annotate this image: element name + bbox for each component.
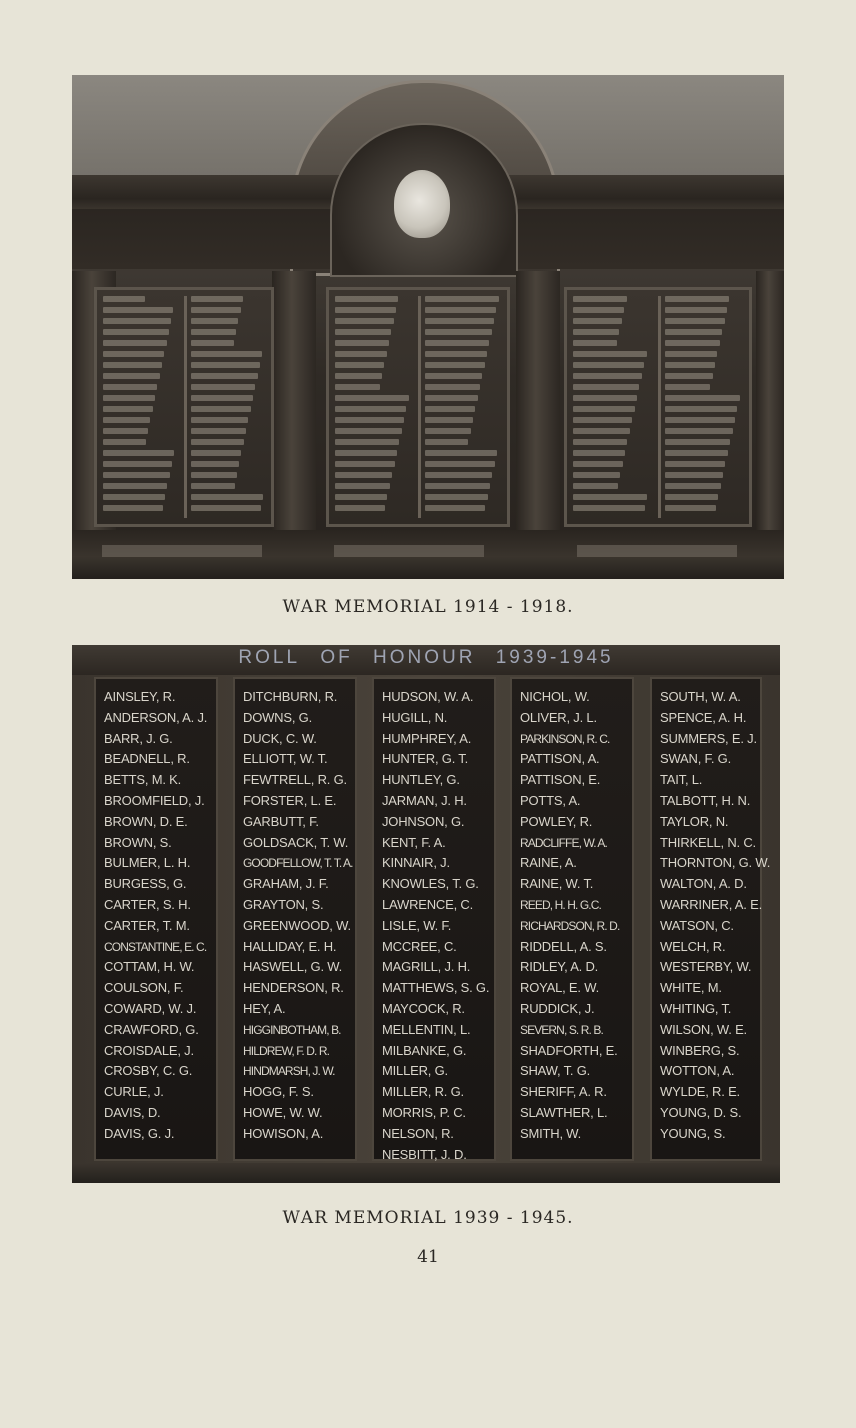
roll-name: FORSTER, L. E. <box>243 792 337 808</box>
roll-name: ANDERSON, A. J. <box>104 709 208 725</box>
roll-name: YOUNG, S. <box>660 1125 726 1141</box>
engraved-name-line <box>665 439 730 445</box>
engraved-name-line <box>573 351 647 357</box>
engraved-name-line <box>665 307 727 313</box>
engraved-name-line <box>573 373 642 379</box>
engraved-name-line <box>191 417 248 423</box>
engraved-name-line <box>425 461 495 467</box>
roll-name: NELSON, R. <box>382 1125 454 1141</box>
roll-name: CRAWFORD, G. <box>104 1021 199 1037</box>
engraved-name-line <box>103 384 157 390</box>
engraved-name-line <box>665 494 718 500</box>
engraved-name-line <box>191 406 251 412</box>
roll-name: NESBITT, J. D. <box>382 1146 467 1162</box>
roll-name: LISLE, W. F. <box>382 917 452 933</box>
engraved-name-line <box>425 395 477 401</box>
engraved-name-line <box>103 450 174 456</box>
roll-title-word: ROLL <box>238 647 301 668</box>
engraved-name-line <box>335 428 402 434</box>
engraved-name-line <box>665 461 725 467</box>
roll-name: AINSLEY, R. <box>104 689 176 704</box>
roll-name: KENT, F. A. <box>382 834 446 850</box>
roll-base <box>72 1163 780 1183</box>
engraved-name-line <box>425 384 480 390</box>
roll-name: MAGRILL, J. H. <box>382 959 471 975</box>
roll-name: DITCHBURN, R. <box>243 689 338 704</box>
roll-name: CARTER, S. H. <box>104 896 191 912</box>
engraved-name-line <box>665 351 717 357</box>
engraved-name-line <box>335 395 409 401</box>
engraved-name-line <box>335 472 392 478</box>
roll-name: HIGGINBOTHAM, B. <box>243 1022 341 1037</box>
roll-name: HILDREW, F. D. R. <box>243 1043 330 1058</box>
engraved-name-line <box>425 450 497 456</box>
engraved-name-line <box>335 505 385 511</box>
engraved-name-line <box>573 395 637 401</box>
photo-war-memorial-1914-1918 <box>72 75 784 579</box>
engraved-name-line <box>103 428 148 434</box>
roll-name: CONSTANTINE, E. C. <box>104 939 207 954</box>
engraved-name-line <box>573 329 619 335</box>
engraved-name-line <box>573 296 627 302</box>
engraved-name-line <box>573 494 647 500</box>
engraved-name-line <box>665 296 729 302</box>
names-panel-right <box>564 287 752 527</box>
roll-name: HUNTER, G. T. <box>382 751 469 767</box>
roll-name: RIDDELL, A. S. <box>520 938 607 954</box>
roll-name: TAYLOR, N. <box>660 813 729 829</box>
engraved-name-line <box>103 472 170 478</box>
roll-name: CARTER, T. M. <box>104 917 190 933</box>
engraved-name-line <box>191 329 236 335</box>
engraved-name-line <box>191 307 241 313</box>
name-column-2 <box>233 677 357 1161</box>
engraved-name-line <box>335 373 382 379</box>
roll-name: WYLDE, R. E. <box>660 1084 740 1100</box>
engraved-name-line <box>335 329 391 335</box>
engraved-name-line <box>425 439 468 445</box>
roll-name: HUMPHREY, A. <box>382 730 472 746</box>
roll-name: WATSON, C. <box>660 917 734 933</box>
engraved-name-line <box>335 406 406 412</box>
roll-name: SEVERN, S. R. B. <box>520 1022 603 1037</box>
roll-name: CROISDALE, J. <box>104 1042 194 1058</box>
engraved-name-line <box>103 296 145 302</box>
roll-name: KINNAIR, J. <box>382 855 450 871</box>
engraved-name-line <box>191 384 255 390</box>
roll-name: DAVIS, G. J. <box>104 1125 175 1141</box>
roll-name: BROWN, S. <box>104 834 172 850</box>
engraved-name-line <box>191 340 234 346</box>
roll-title-word: OF <box>320 647 353 668</box>
engraved-name-line <box>573 450 625 456</box>
engraved-name-line <box>103 362 162 368</box>
engraved-name-line <box>425 483 490 489</box>
roll-name: RADCLIFFE, W. A. <box>520 835 607 850</box>
roll-name: MCCREE, C. <box>382 938 457 954</box>
roll-name: YOUNG, D. S. <box>660 1104 742 1120</box>
roll-name: SHERIFF, A. R. <box>520 1084 607 1100</box>
engraved-name-line <box>665 428 732 434</box>
engraved-name-line <box>425 362 485 368</box>
roll-name: REED, H. H. G.C. <box>520 897 601 912</box>
engraved-name-line <box>573 428 630 434</box>
photo-roll-of-honour-1939-1945 <box>72 645 780 1183</box>
roll-name: SLAWTHER, L. <box>520 1104 608 1120</box>
roll-name: HOGG, F. S. <box>243 1084 314 1100</box>
roll-name: RAINE, W. T. <box>520 876 594 892</box>
roll-name: WARRINER, A. E. <box>660 896 762 912</box>
engraved-name-line <box>425 373 482 379</box>
engraved-name-line <box>103 417 150 423</box>
roll-name: HUGILL, N. <box>382 709 448 725</box>
caption-top-rest2: EMORIAL <box>352 597 447 617</box>
roll-name: CROSBY, C. G. <box>104 1063 193 1079</box>
engraved-name-line <box>665 340 719 346</box>
engraved-name-line <box>103 318 171 324</box>
caption-bottom-lead2: M <box>334 1208 353 1228</box>
name-column-3 <box>372 677 496 1161</box>
roll-name: GARBUTT, F. <box>243 813 319 829</box>
roll-title-word: 1939-1945 <box>495 647 614 668</box>
roll-name: RICHARDSON, R. D. <box>520 918 620 933</box>
roll-name: HEY, A. <box>243 1000 286 1016</box>
engraved-name-line <box>103 461 172 467</box>
engraved-name-line <box>573 505 645 511</box>
engraved-name-line <box>103 439 146 445</box>
roll-name: BETTS, M. K. <box>104 772 182 788</box>
roll-name: OLIVER, J. L. <box>520 709 597 725</box>
roll-name: RIDLEY, A. D. <box>520 959 599 975</box>
engraved-name-line <box>425 472 492 478</box>
engraved-name-line <box>335 362 384 368</box>
roll-name: BARR, J. G. <box>104 730 173 746</box>
roll-name: POTTS, A. <box>520 792 581 808</box>
engraved-name-line <box>665 450 727 456</box>
roll-name: BULMER, L. H. <box>104 855 191 871</box>
caption-bottom-lead: W <box>282 1208 301 1228</box>
engraved-name-line <box>665 395 739 401</box>
roll-name: COWARD, W. J. <box>104 1000 197 1016</box>
engraved-name-line <box>191 373 258 379</box>
engraved-name-line <box>425 318 494 324</box>
engraved-name-line <box>191 351 262 357</box>
roll-title-word: HONOUR <box>372 647 476 668</box>
roll-name: ROYAL, E. W. <box>520 980 599 996</box>
base-inscription <box>334 545 484 557</box>
engraved-name-line <box>103 351 164 357</box>
roll-name: DOWNS, G. <box>243 709 312 725</box>
caption-top <box>0 597 856 617</box>
roll-name: WESTERBY, W. <box>660 959 752 975</box>
engraved-name-line <box>573 340 617 346</box>
engraved-name-line <box>573 417 632 423</box>
engraved-name-line <box>191 439 244 445</box>
engraved-name-line <box>425 340 489 346</box>
roll-name: SPENCE, A. H. <box>660 709 747 725</box>
engraved-name-line <box>103 483 167 489</box>
engraved-name-line <box>191 505 261 511</box>
engraved-name-line <box>335 483 390 489</box>
roll-name: WHITING, T. <box>660 1000 732 1016</box>
roll-name: HUDSON, W. A. <box>382 689 474 704</box>
roll-name: WINBERG, S. <box>660 1042 740 1058</box>
engraved-name-line <box>335 384 380 390</box>
roll-name: FEWTRELL, R. G. <box>243 772 347 788</box>
engraved-name-line <box>573 318 622 324</box>
pilaster <box>516 271 560 571</box>
school-crest-emblem <box>394 170 450 238</box>
engraved-name-line <box>191 296 243 302</box>
roll-name: GRAHAM, J. F. <box>243 876 329 892</box>
name-column-1 <box>94 677 218 1161</box>
engraved-name-line <box>425 329 492 335</box>
engraved-name-line <box>335 318 394 324</box>
engraved-name-line <box>191 494 263 500</box>
engraved-name-line <box>573 307 624 313</box>
roll-name: MILLER, G. <box>382 1063 448 1079</box>
engraved-name-line <box>335 461 395 467</box>
engraved-name-line <box>191 483 235 489</box>
engraved-name-line <box>103 329 169 335</box>
engraved-name-line <box>191 362 260 368</box>
engraved-name-line <box>573 362 644 368</box>
engraved-name-line <box>335 417 404 423</box>
caption-bottom-years: 1939 - 1945. <box>453 1208 574 1228</box>
roll-name: SHAW, T. G. <box>520 1063 591 1079</box>
roll-name: SMITH, W. <box>520 1125 582 1141</box>
roll-name: MELLENTIN, L. <box>382 1021 471 1037</box>
engraved-name-line <box>335 296 398 302</box>
engraved-name-line <box>335 340 389 346</box>
roll-name: MILBANKE, G. <box>382 1042 467 1058</box>
roll-name: PARKINSON, R. C. <box>520 731 610 746</box>
engraved-name-line <box>573 461 623 467</box>
roll-name: HASWELL, G. W. <box>243 959 343 975</box>
engraved-name-line <box>191 461 239 467</box>
roll-name: WILSON, W. E. <box>660 1021 747 1037</box>
engraved-name-line <box>573 472 620 478</box>
roll-name: PATTISON, A. <box>520 751 600 767</box>
caption-bottom <box>0 1208 856 1228</box>
engraved-name-line <box>425 428 470 434</box>
engraved-name-line <box>573 439 627 445</box>
roll-name: HOWISON, A. <box>243 1125 324 1141</box>
roll-name: KNOWLES, T. G. <box>382 876 479 892</box>
name-column-4 <box>510 677 634 1161</box>
roll-title <box>72 647 780 669</box>
engraved-name-line <box>103 340 167 346</box>
roll-name: THIRKELL, N. C. <box>660 834 756 850</box>
engraved-name-line <box>665 318 724 324</box>
roll-name: WALTON, A. D. <box>660 876 747 892</box>
engraved-name-line <box>335 307 396 313</box>
roll-name: MAYCOCK, R. <box>382 1000 465 1016</box>
engraved-name-line <box>425 296 499 302</box>
engraved-name-line <box>103 395 155 401</box>
roll-name: WELCH, R. <box>660 938 726 954</box>
roll-name: GOODFELLOW, T. T. A. <box>243 856 353 871</box>
engraved-name-line <box>425 351 487 357</box>
engraved-name-line <box>665 384 710 390</box>
roll-name: SWAN, F. G. <box>660 751 731 767</box>
roll-name: TAIT, L. <box>660 772 703 788</box>
engraved-name-line <box>665 472 723 478</box>
engraved-name-line <box>103 406 153 412</box>
roll-name: TALBOTT, H. N. <box>660 792 751 808</box>
roll-name: NICHOL, W. <box>520 689 590 704</box>
roll-name: MATTHEWS, S. G. <box>382 980 490 996</box>
roll-name: BROWN, D. E. <box>104 813 188 829</box>
engraved-name-line <box>665 505 715 511</box>
engraved-name-line <box>665 373 712 379</box>
engraved-name-line <box>425 417 473 423</box>
roll-name: SUMMERS, E. J. <box>660 730 757 746</box>
engraved-name-line <box>573 384 639 390</box>
engraved-name-line <box>191 450 242 456</box>
roll-name: GRAYTON, S. <box>243 896 324 912</box>
engraved-name-line <box>103 505 163 511</box>
pilaster <box>756 271 784 571</box>
roll-name: RAINE, A. <box>520 855 577 871</box>
caption-top-rest: AR <box>300 597 328 617</box>
roll-name: MORRIS, P. C. <box>382 1104 466 1120</box>
roll-name: BURGESS, G. <box>104 876 187 892</box>
base-inscription <box>577 545 737 557</box>
roll-name: JARMAN, J. H. <box>382 792 467 808</box>
engraved-name-line <box>335 450 397 456</box>
roll-name: GREENWOOD, W. <box>243 917 351 933</box>
roll-name: BROOMFIELD, J. <box>104 792 205 808</box>
roll-name: SOUTH, W. A. <box>660 689 741 704</box>
roll-name: SHADFORTH, E. <box>520 1042 618 1058</box>
engraved-name-line <box>335 439 399 445</box>
caption-bottom-rest2: EMORIAL <box>352 1208 447 1228</box>
engraved-name-line <box>425 505 485 511</box>
caption-top-lead: W <box>282 597 301 617</box>
roll-name: LAWRENCE, C. <box>382 896 474 912</box>
engraved-name-line <box>191 318 238 324</box>
engraved-name-line <box>335 494 387 500</box>
engraved-name-line <box>425 406 475 412</box>
engraved-name-line <box>573 406 635 412</box>
roll-name: THORNTON, G. W. <box>660 855 771 871</box>
roll-name: DAVIS, D. <box>104 1104 161 1120</box>
roll-name: CURLE, J. <box>104 1084 164 1100</box>
engraved-name-line <box>573 483 618 489</box>
engraved-name-line <box>665 483 720 489</box>
roll-name: GOLDSACK, T. W. <box>243 834 349 850</box>
engraved-name-line <box>191 472 237 478</box>
names-panel-left <box>94 287 274 527</box>
page-number: 41 <box>417 1247 439 1267</box>
roll-name: HOWE, W. W. <box>243 1104 323 1120</box>
pilaster <box>272 271 316 571</box>
engraved-name-line <box>103 494 165 500</box>
engraved-name-line <box>103 373 160 379</box>
roll-name: HINDMARSH, J. W. <box>243 1064 335 1079</box>
engraved-name-line <box>425 494 488 500</box>
names-panel-centre <box>326 287 510 527</box>
roll-name: HUNTLEY, G. <box>382 772 460 788</box>
roll-name: ELLIOTT, W. T. <box>243 751 328 767</box>
caption-bottom-rest: AR <box>300 1208 328 1228</box>
engraved-name-line <box>665 362 715 368</box>
roll-name: MILLER, R. G. <box>382 1084 464 1100</box>
engraved-name-line <box>103 307 173 313</box>
base-inscription <box>102 545 262 557</box>
roll-name: COTTAM, H. W. <box>104 959 195 975</box>
caption-top-years: 1914 - 1918. <box>453 597 574 617</box>
roll-name: POWLEY, R. <box>520 813 593 829</box>
roll-name: HALLIDAY, E. H. <box>243 938 337 954</box>
roll-name: COULSON, F. <box>104 980 184 996</box>
roll-name: HENDERSON, R. <box>243 980 344 996</box>
engraved-name-line <box>665 329 722 335</box>
engraved-name-line <box>665 406 737 412</box>
engraved-name-line <box>425 307 496 313</box>
engraved-name-line <box>191 395 253 401</box>
roll-name: WOTTON, A. <box>660 1063 735 1079</box>
engraved-name-line <box>335 351 387 357</box>
roll-name: WHITE, M. <box>660 980 722 996</box>
caption-top-lead2: M <box>334 597 353 617</box>
engraved-name-line <box>191 428 246 434</box>
roll-name: BEADNELL, R. <box>104 751 190 767</box>
roll-name: DUCK, C. W. <box>243 730 317 746</box>
roll-name: RUDDICK, J. <box>520 1000 595 1016</box>
engraved-name-line <box>665 417 735 423</box>
roll-name: JOHNSON, G. <box>382 813 465 829</box>
roll-name: PATTISON, E. <box>520 772 601 788</box>
name-column-5 <box>650 677 771 1161</box>
